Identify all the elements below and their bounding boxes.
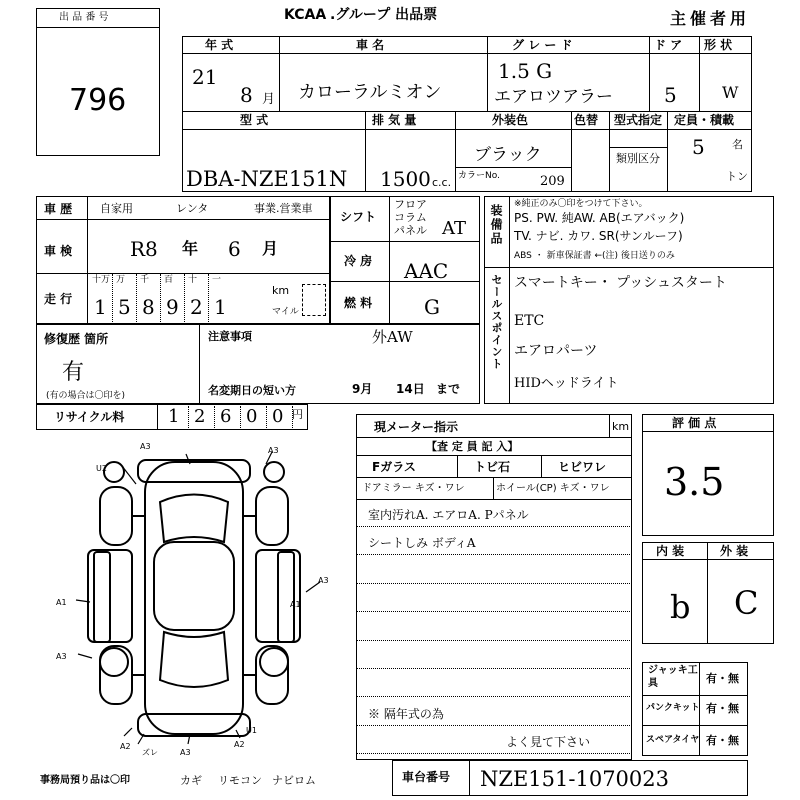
organizer-label: 主催者用 <box>670 9 751 28</box>
diagram-mark-7: A3 <box>56 652 67 661</box>
mileage-digit-0: 1 <box>94 295 107 319</box>
tobi-label: トビ石 <box>474 460 511 474</box>
history-business: 事業.営業車 <box>254 202 313 215</box>
mileage-unit-2: 千 <box>140 275 150 285</box>
shift-value: AT <box>442 218 467 239</box>
mileage-unit-4: 十 <box>188 275 198 285</box>
lot-number: 796 <box>69 83 127 118</box>
capacity-label: 定員・積載 <box>674 113 735 127</box>
diagram-mark-3: A3 <box>268 446 279 455</box>
model-value: DBA-NZE151N <box>186 167 348 191</box>
grade-line1: 1.5 G <box>498 59 553 83</box>
inspector-note-0: 室内汚れA. エアロA. Pパネル <box>368 508 529 522</box>
shift-floor: フロア <box>394 198 427 211</box>
repair-label: 修復歴 箇所 <box>44 332 109 346</box>
mileage-digit-1: 5 <box>118 295 131 319</box>
inspector-note-1: シートしみ ボディA <box>368 536 476 551</box>
diagram-mark-2: U2 <box>96 464 107 473</box>
office-item-navirom: ナビロム <box>272 774 316 787</box>
sales-point-4: HIDヘッドライト <box>514 376 619 391</box>
equipment-line1: PS. PW. 純AW. AB(エアバック) <box>514 211 685 225</box>
shift-label: シフト <box>340 210 377 224</box>
jack-status: 有・無 <box>706 672 739 685</box>
equipment-box <box>484 196 774 404</box>
persons-label: 名 <box>732 138 743 151</box>
history-box <box>36 196 330 324</box>
score-label: 評 価 点 <box>672 416 717 430</box>
diagram-mark-10: A3 <box>180 748 191 757</box>
diagram-mark-8: A2 <box>120 742 131 751</box>
mileage-digit-3: 9 <box>166 295 179 319</box>
recycle-digit-4: 0 <box>272 406 284 427</box>
recycle-digit-0: 1 <box>168 406 180 427</box>
repair-value: 有 <box>62 360 85 385</box>
sheet-title: .グループ 出品票 <box>330 7 438 23</box>
mileage-unit-3: 百 <box>164 275 174 285</box>
fuel-value: G <box>424 295 440 319</box>
inspection-year-unit: 年 <box>182 239 199 258</box>
spare-tire-status: 有・無 <box>706 734 739 747</box>
inspector-note-8: よく見て下さい <box>506 735 591 750</box>
repaint-label: 色替 <box>574 113 599 127</box>
diagram-mark-11: A2 <box>234 740 245 749</box>
deadline-suffix: まで <box>436 382 461 396</box>
shape-value: W <box>722 83 739 102</box>
wheel-label: ホイール(CP) キズ・ワレ <box>496 483 610 494</box>
brand-logo: KCAA <box>284 7 327 23</box>
sales-points-label: セールスポイント <box>490 274 503 370</box>
sales-point-2: ETC <box>514 313 545 329</box>
sales-point-1: スマートキー・ プッシュスタート <box>514 275 727 291</box>
inspection-month-unit: 月 <box>262 239 279 258</box>
recycle-digit-3: 0 <box>246 406 258 427</box>
diagram-mark-5: A1 <box>56 598 67 607</box>
cc-unit: c.c. <box>432 176 452 189</box>
lot-box <box>36 8 160 156</box>
caution-value: 外AW <box>372 328 413 346</box>
inspector-note-7: ※ 隔年式の為 <box>368 706 444 721</box>
repair-note: (有の場合は〇印を) <box>46 391 126 401</box>
grade-label: グ レ ー ド <box>512 38 573 52</box>
caution-label: 注意事項 <box>208 330 252 343</box>
equipment-label: 装備品 <box>489 204 503 246</box>
ac-label: 冷 房 <box>344 254 373 268</box>
year-label: 年 式 <box>205 38 234 52</box>
category-label: 類別区分 <box>616 152 660 165</box>
model-designation-label: 型式指定 <box>614 113 663 127</box>
shape-label: 形 状 <box>704 38 733 52</box>
displacement-value: 1500 <box>380 167 431 191</box>
mileage-unit-5: 一 <box>212 275 222 285</box>
puncture-kit-label: パンクキット <box>646 703 700 713</box>
car-name-value: カローラルミオン <box>298 82 442 103</box>
inspector-label: 【査 定 員 記 入】 <box>426 440 519 453</box>
puncture-kit-status: 有・無 <box>706 702 739 715</box>
chassis-label: 車台番号 <box>402 770 451 784</box>
month-suffix: 月 <box>262 92 276 107</box>
fuel-label: 燃 料 <box>344 296 373 310</box>
exterior-color-label: 外装色 <box>492 113 529 127</box>
model-label: 型 式 <box>240 113 269 127</box>
tons-label: トン <box>726 170 748 183</box>
mileage-digit-5: 1 <box>214 295 227 319</box>
interior-label: 内 装 <box>656 544 685 558</box>
sales-point-3: エアロパーツ <box>514 343 598 359</box>
km-label: km <box>272 284 290 297</box>
history-private: 自家用 <box>100 202 133 215</box>
color-no-value: 209 <box>540 174 565 189</box>
recycle-digit-1: 2 <box>194 406 206 427</box>
inspection-month: 6 <box>228 237 241 261</box>
year-value: 21 <box>192 65 218 89</box>
equipment-line3: ABS ・ 新車保証書 ←(注) 後日送りのみ <box>514 251 675 261</box>
office-item-remote: リモコン <box>218 774 262 787</box>
lot-label: 出 品 番 号 <box>59 12 109 23</box>
interior-value: b <box>670 588 691 626</box>
office-item-key: カギ <box>180 774 202 787</box>
spare-tire-label: スペアタイヤ <box>646 735 700 745</box>
diagram-mark-1: A3 <box>140 442 151 451</box>
equipment-line2: TV. ナビ. カワ. SR(サンルーフ) <box>514 229 683 243</box>
meter-unit: km <box>612 420 630 433</box>
hibi-label: ヒビワレ <box>558 460 607 474</box>
exterior-label: 外 装 <box>720 544 749 558</box>
deadline-label: 名変期日の短い方 <box>208 384 296 397</box>
score-value: 3.5 <box>664 460 725 504</box>
history-label: 車 歴 <box>44 202 73 216</box>
inspection-label: 車 検 <box>44 244 73 258</box>
mileage-label: 走 行 <box>44 292 73 306</box>
equipment-note: ※純正のみ〇印をつけて下さい。 <box>514 199 648 209</box>
mileage-unit-1: 万 <box>116 275 126 285</box>
shift-panel: パネル <box>394 224 427 237</box>
history-rental: レンタ <box>176 202 209 215</box>
fglass-label: Fガラス <box>372 460 416 474</box>
inspection-year: R8 <box>130 237 158 261</box>
month-value: 8 <box>240 83 253 107</box>
ac-value: AAC <box>404 259 449 283</box>
exterior-value: C <box>734 584 759 622</box>
meter-label: 現メーター指示 <box>374 420 459 434</box>
office-note: 事務局預り品は〇印 <box>40 775 130 786</box>
grade-line2: エアロツアラー <box>494 87 613 107</box>
mileage-unit-0: 十万 <box>92 275 111 285</box>
mile-checkbox <box>302 284 326 316</box>
mile-label: マイル <box>272 307 299 317</box>
displacement-label: 排 気 量 <box>372 113 417 127</box>
doors-label: ド ア <box>654 38 683 52</box>
shift-column: コラム <box>394 211 427 224</box>
color-value: ブラック <box>474 145 542 165</box>
recycle-unit: 円 <box>292 408 303 421</box>
recycle-label: リサイクル料 <box>54 410 125 424</box>
diagram-mark-12: U1 <box>246 726 257 735</box>
deadline-month: 9月 <box>352 382 373 396</box>
mileage-digit-4: 2 <box>190 295 203 319</box>
jack-label: ジャッキ工 具 <box>648 665 698 689</box>
deadline-day: 14日 <box>396 382 425 396</box>
door-mirror-label: ドアミラー キズ・ワレ <box>362 483 465 494</box>
diagram-mark-9: ズレ <box>142 748 158 757</box>
recycle-digit-2: 6 <box>220 406 232 427</box>
color-no-label: カラーNo. <box>458 171 500 181</box>
mileage-digit-2: 8 <box>142 295 155 319</box>
diagram-mark-4: A3 <box>318 576 329 585</box>
diagram-mark-6: A1 <box>290 600 301 609</box>
capacity-value: 5 <box>692 135 705 159</box>
doors-value: 5 <box>664 83 677 107</box>
chassis-number: NZE151-1070023 <box>480 767 669 791</box>
car-name-label: 車 名 <box>356 38 385 52</box>
